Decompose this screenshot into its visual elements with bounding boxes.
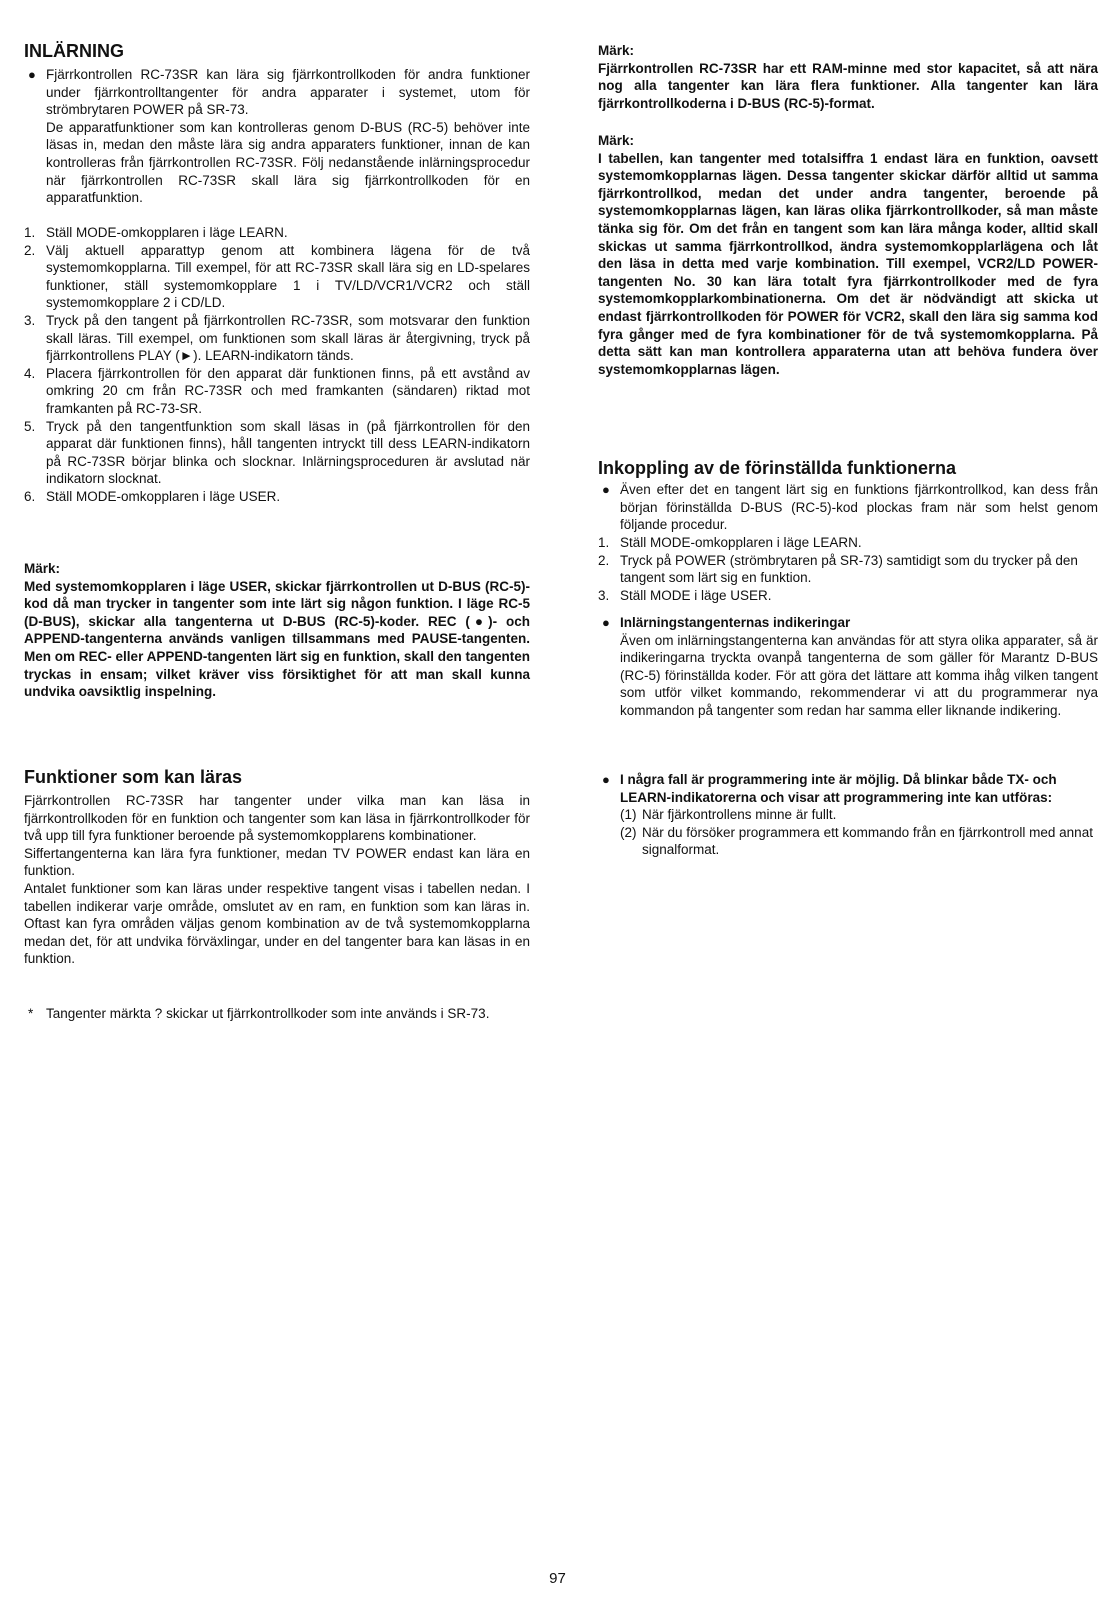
right-note-1 bbox=[598, 42, 1098, 112]
list-item: 5. Tryck på den tangentfunktion som skall läsas in (på fjärrkontrollen för den apparat där funktionen finns), håll tangenten intryckt till dess LEARN-indikatorn på RC-73SR börjar blinka och slocknar. Inlärningsproceduren är avslutad när indikatorn slocknat. bbox=[24, 418, 530, 487]
inlarning-title: INLÄRNING bbox=[24, 41, 124, 61]
bullet-icon: ● bbox=[602, 482, 610, 497]
programmering-fail bbox=[598, 771, 1098, 859]
funktioner-p3: Antalet funktioner som kan läras under respektive tangent visas i tabellen nedan. I tabellen indikerar varje område, omslutet av en ram, en funktion som kan läras in. Oftast kan fyra områden väljas genom kombination av de två systemomkopplarna medan det, för att undvika förväxlingar, under en del tangenter bara kan läsas in en funktion. bbox=[24, 880, 530, 967]
list-item: 3. Ställ MODE i läge USER. bbox=[598, 587, 772, 603]
bullet-icon: ● bbox=[602, 615, 610, 630]
funktioner-body bbox=[24, 792, 530, 968]
indikeringar-text: Även om inlärningstangenterna kan användas för att styra olika apparater, så är indikeringarna tryckta ovanpå tangenterna de som gäller för Marantz D-BUS (RC-5) förinställda koder. För att göra det lättare att komma ihåg vilken tangent som utför vilket kommando, rekommenderar vi att du programmerar nya kommandon på tangenter som redan har samma eller liknande indikering. bbox=[620, 632, 1098, 718]
page-number: 97 bbox=[549, 1570, 566, 1587]
list-item: (2) När du försöker programmera ett kommando från en fjärrkontroll med annat signalformat. bbox=[620, 824, 1093, 858]
note-text: I tabellen, kan tangenter med totalsiffra 1 endast lära en funktion, oavsett systemomkopplarnas lägen. Dessa tangenter skickar därför alltid ut samma fjärrkontrollkod, medan det under andra tangenter, beroende på systemomkopplarnas lägen, kan läras olika fjärrkontrollkoder, så man måste tänka sig för. Om det från en tangent som kan lära många koder, alltid skall skickas ut samma fjärrkontrollkod, ändra systemomkopplarlägena och låt den läsa in detta med varje kombination. Till exempel, VCR2/LD POWER-tangenten No. 30 kan lära totalt fyra fjärrkontrollkoder med de fyra systemomkopplarkombinationerna. Om det är nödvändigt att skicka ut endast fjärrkontrollkoden för POWER för VCR2, skall den lära sig samma kod fyra gånger med de fyra kombinationer för de två systemomkopplarna. På detta sätt kan man kontrollera apparaterna utan att behöva fundera över systemomkopplarnas lägen. bbox=[598, 150, 1098, 377]
inkoppling-intro: ● Även efter det en tangent lärt sig en funktions fjärrkontrollkod, kan dess från början förinställda D-BUS (RC-5)-kod plockas fram när som helst genom följande procedur. bbox=[602, 482, 1098, 533]
note-text: Fjärrkontrollen RC-73SR har ett RAM-minne med stor kapacitet, så att nära nog alla tangenter kan lära flera funktioner. Alla tangenter kan lära fjärrkontrollkoderna i D-BUS (RC-5)-format. bbox=[598, 60, 1098, 111]
list-item: 6. Ställ MODE-omkopplaren i läge USER. bbox=[24, 488, 281, 504]
list-item: 1. Ställ MODE-omkopplaren i läge LEARN. bbox=[24, 225, 288, 240]
funktioner-p1: Fjärrkontrollen RC-73SR har tangenter under vilka man kan läsa in fjärrkontrollkoden för en funktion och tangenter som kan läsa in fjärrkontrollkoder för två upp till fyra funktioner beroende på systemomkopplarens kombinationer. bbox=[24, 793, 530, 844]
inlarning-steps bbox=[24, 224, 530, 506]
list-item: 1. Ställ MODE-omkopplaren i läge LEARN. bbox=[598, 535, 862, 550]
inlarning-intro-1: Fjärrkontrollen RC-73SR kan lära sig fjärrkontrollkoden för andra funktioner under fjärrkontrolltangenter för andra apparater i systemet, utom för strömbrytaren POWER på SR-73. bbox=[46, 67, 530, 118]
footnote-mark: * bbox=[28, 1006, 34, 1021]
list-item: 2. Välj aktuell apparattyp genom att kombinera lägena för de två systemomkopplarna. Till exempel, för att RC-73SR skall lära sig en LD-spelares funktioner, ställ systemomkopplare 1 i TV/LD/VCR1/VCR2 och ställ systemomkopplare 2 i CD/LD. bbox=[24, 242, 530, 311]
list-item: 3. Tryck på den tangent på fjärrkontrollen RC-73SR, som motsvarar den funktion skall läras. Till exempel, om funktionen som skall läras är återgivning, tryck på fjärrkontrollens PLAY (►). LEARN-indikatorn tänds. bbox=[24, 312, 530, 364]
note-text: Med systemomkopplaren i läge USER, skickar fjärrkontrollen ut D-BUS (RC-5)-kod då man trycker in tangenter som inte lärt sig någon funktion. I läge RC-5 (D-BUS), skickar alla tangenterna ut D-BUS (RC-5)-koder. REC (●)- och APPEND-tangenterna används vanligen tillsammans med PAUSE-tangenten. Men om REC- eller APPEND-tangenten lärt sig en funktion, skall den tangenten tryckas in ensam; vilket kräver viss försiktighet för att man skall kunna undvika oavsiktlig inspelning. bbox=[24, 578, 530, 700]
list-item: 4. Placera fjärrkontrollen för den apparat där funktionen finns, på ett avstånd av omkring 20 cm från RC-73SR och med framkanten (sändaren) riktad mot framkanten på RC-73-SR. bbox=[24, 365, 530, 416]
footnote-text: Tangenter märkta ? skickar ut fjärrkontrollkoder som inte används i SR-73. bbox=[46, 1006, 490, 1021]
note-label: Märk: bbox=[598, 43, 635, 58]
left-note bbox=[24, 560, 530, 701]
indikeringar bbox=[598, 614, 1098, 720]
funktioner-p2: Siffertangenterna kan lära fyra funktioner, medan TV POWER endast kan lära en funktion. bbox=[24, 845, 530, 879]
footnote bbox=[24, 1005, 530, 1023]
inkoppling-title: Inkoppling av de förinställda funktionerna bbox=[598, 458, 957, 478]
right-note-2 bbox=[598, 132, 1098, 378]
funktioner-title: Funktioner som kan läras bbox=[24, 767, 243, 787]
inlarning-intro bbox=[24, 66, 530, 207]
indikeringar-title: Inlärningstangenternas indikeringar bbox=[620, 615, 851, 630]
fail-title: I några fall är programmering inte är möjlig. Då blinkar både TX- och LEARN-indikatorerna och visar att programmering inte kan utföras: bbox=[620, 772, 1057, 805]
bullet-icon: ● bbox=[28, 67, 36, 82]
list-item: (1) När fjärkontrollens minne är fullt. bbox=[620, 807, 837, 823]
note-label: Märk: bbox=[24, 561, 61, 576]
inkoppling-steps bbox=[598, 534, 1098, 604]
list-item: 2. Tryck på POWER (strömbrytaren på SR-73) samtidigt som du trycker på den tangent som lärt sig en funktion. bbox=[598, 552, 1078, 586]
bullet-icon: ● bbox=[602, 772, 610, 787]
inlarning-intro-2: De apparatfunktioner som kan kontrolleras genom D-BUS (RC-5) behöver inte läsas in, medan den måste lära sig andra apparaters funktioner, innan de kan kontrolleras från fjärrkontrollen RC-73SR. Följ nedanstående inlärningsprocedur när fjärrkontrollen RC-73SR skall lära sig fjärrkontrollkoden för en apparatfunktion. bbox=[46, 119, 530, 206]
note-label: Märk: bbox=[598, 133, 635, 148]
